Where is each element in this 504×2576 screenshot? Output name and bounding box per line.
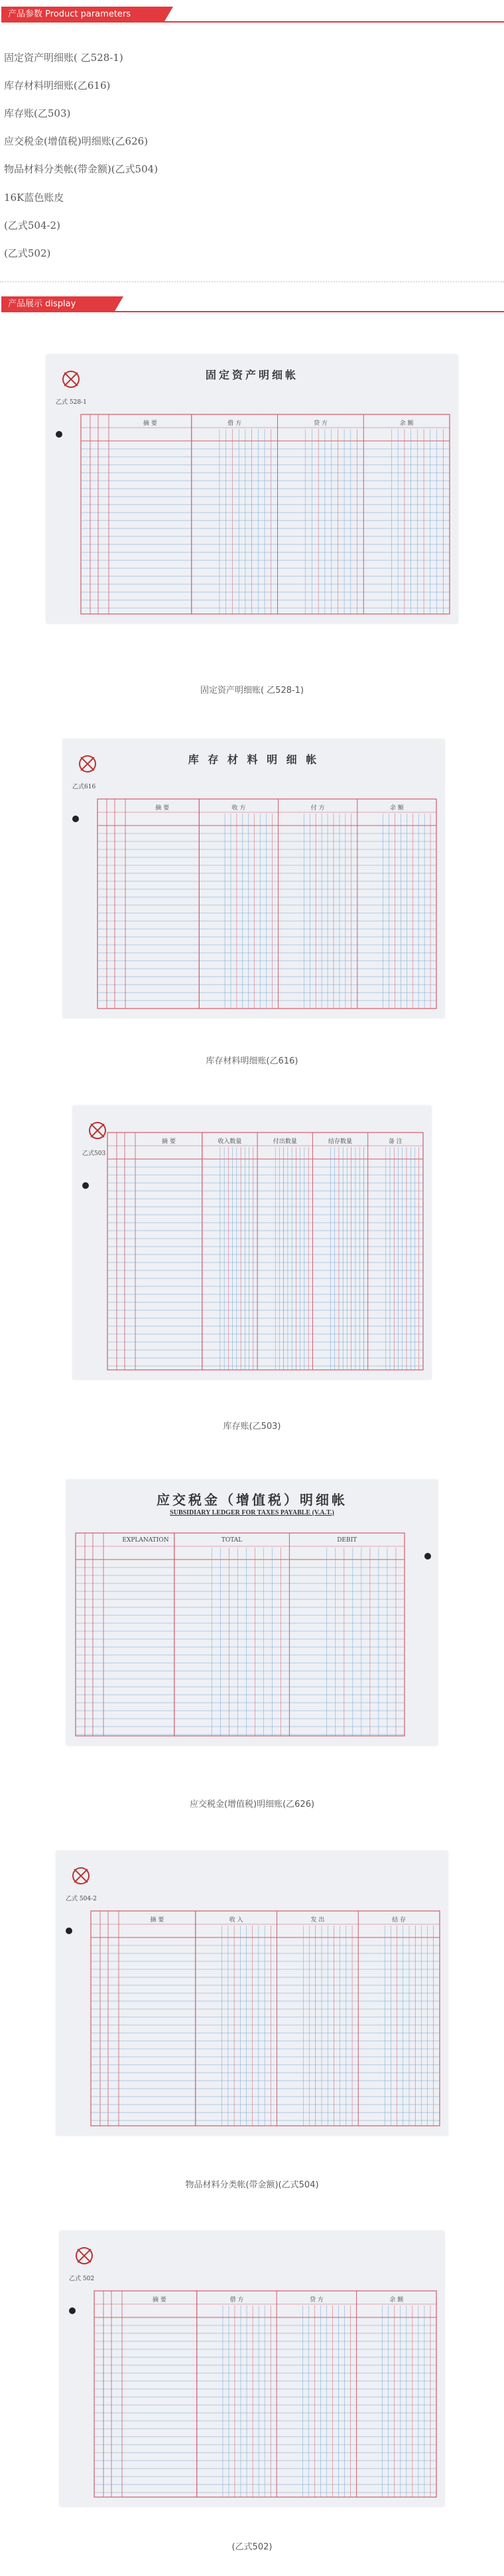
ledger-image-616 [63,739,444,1018]
ledger-grid [46,355,458,623]
ledger-grid [56,1851,448,2135]
column-header: 余 额 [389,2297,404,2303]
param-item: (乙式502) [4,247,51,259]
ledger-title: 固定资产明细帐 [205,369,298,381]
column-header: 余 额 [399,420,414,427]
ledger-border [97,799,436,1009]
form-code: 乙式 504-2 [66,1896,97,1902]
column-header: TOTAL [221,1537,243,1544]
image-caption: 库存材料明细账(乙616) [206,1056,298,1066]
ledger-grid [73,1106,431,1379]
param-item: 物品材料分类帐(带金额)(乙式504) [4,163,158,175]
ledger-grid [63,739,444,1018]
ledger-title: 库 存 材 料 明 细 帐 [188,753,320,766]
param-item: 固定资产明细账( 乙528-1) [4,52,123,64]
ledger-border [107,1133,423,1370]
column-header: 贷 方 [313,420,328,427]
ledger-border [76,1533,405,1736]
display-header-label: 产品展示 display [1,296,114,312]
column-header: 借 方 [227,420,242,427]
params-section-header [1,7,504,24]
column-header: 贷 方 [309,2297,324,2303]
column-header: 收 方 [231,805,246,812]
param-item: 库存材料明细账(乙616) [4,80,111,92]
ledger-grid [60,2231,444,2506]
column-header: 付 方 [310,805,325,812]
ledger-image-504 [56,1851,448,2135]
image-caption: 物品材料分类帐(带金额)(乙式504) [185,2180,319,2190]
ledger-border [91,1911,440,2126]
param-item: 库存账(乙503) [4,107,71,119]
column-header: 摘 要 [155,805,170,812]
ledger-grid [66,1480,438,1745]
header-divider [1,311,504,312]
column-header: 发 出 [310,1917,325,1924]
form-code: 乙式 502 [69,2276,95,2282]
column-header: DEBIT [337,1537,357,1544]
column-header: 结存数量 [328,1138,353,1145]
dotted-divider [0,281,504,282]
form-code: 乙式 528-1 [56,399,87,406]
form-code: 乙式616 [72,784,96,790]
ledger-subtitle: SUBSIDIARY LEDGER FOR TAXES PAYABLE (V.A.T.) [170,1509,334,1516]
ledger-image-503 [73,1106,431,1379]
column-header: 备 注 [388,1138,403,1145]
params-header-label: 产品参数 Product parameters [1,7,164,23]
column-header: 收 入 [229,1917,243,1924]
image-caption: 库存账(乙503) [223,1422,281,1432]
image-caption: 应交税金(增值税)明细账(乙626) [189,1800,315,1809]
image-caption: (乙式502) [231,2542,273,2552]
column-header: 摘 要 [161,1138,176,1145]
column-header: 借 方 [229,2297,244,2303]
ledger-title: 应交税金（增值税）明细帐 [157,1492,347,1508]
ledger-image-502 [60,2231,444,2506]
image-caption: 固定资产明细账( 乙528-1) [200,686,304,696]
column-header: 摘 要 [143,420,157,427]
column-header: 结 存 [392,1917,407,1924]
ledger-image-626 [66,1480,438,1745]
param-item: 应交税金(增值税)明细账(乙626) [4,135,149,147]
param-item: (乙式504-2) [4,219,60,231]
column-header: 收入数量 [218,1138,242,1145]
form-code: 乙式503 [82,1150,106,1157]
column-header: 余 额 [389,805,404,812]
column-header: 付出数量 [273,1138,297,1145]
column-header: 摘 要 [152,2297,166,2303]
ledger-image-528 [46,355,458,623]
column-header: 摘 要 [150,1917,164,1924]
column-header: EXPLANATION [122,1537,169,1544]
param-item: 16K蓝色账皮 [4,192,64,204]
display-section-header [1,296,504,314]
header-divider [1,21,504,23]
ledger-border [94,2291,436,2497]
